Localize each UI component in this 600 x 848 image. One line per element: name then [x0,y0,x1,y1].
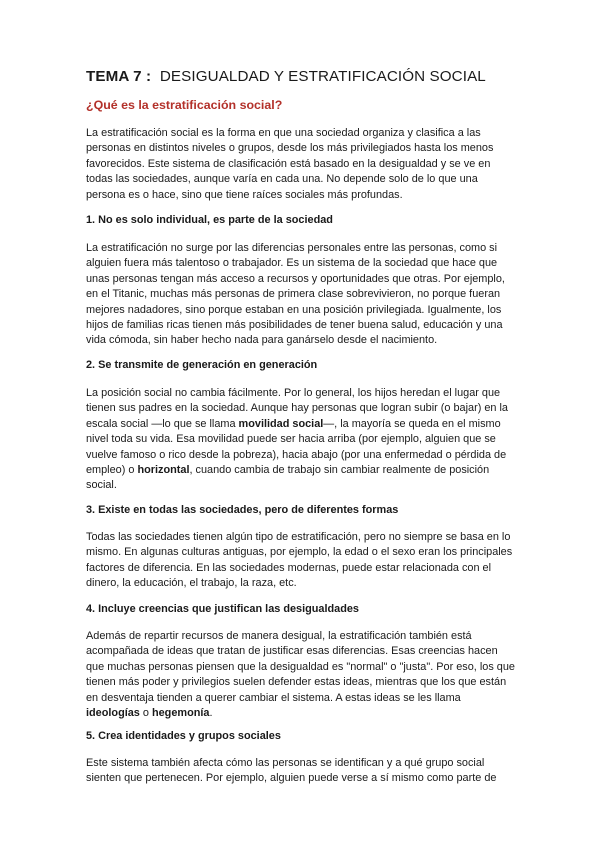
section-1-heading: 1. No es solo individual, es parte de la sociedad [86,214,333,226]
section-5-paragraph: Este sistema también afecta cómo las personas se identifican y a qué grupo social sienten que pertenecen. Por ejemplo, alguien puede verse a sí mismo como parte de [86,757,497,785]
term-movilidad-social: movilidad social [238,417,324,430]
page-title [86,68,486,85]
intro-paragraph: La estratificación social es la forma en que una sociedad organiza y clasifica a las personas en distintos niveles o grupos, desde los más privilegiados hasta los menos favorecidos. Este sistema de clasificación está basado en la desigualdad y se ve en todas las sociedades, aunque varía en cada una. No depende solo de lo que una persona es o hace, sino que tiene raíces sociales más profundas. [86,127,494,201]
section-4-heading: 4. Incluye creencias que justifican las desigualdades [86,603,359,615]
section-2-paragraph: La posición social no cambia fácilmente. Por lo general, los hijos heredan el lugar que tienen sus padres en la sociedad. Aunque hay personas que logran subir (o bajar) en la escala social —lo que se llama movilidad social—, la mayoría se queda en el mismo nivel toda su vida. Esa movilidad puede ser hacia arriba (por ejemplo, alguien que se vuelve famoso o rico desde la pobreza), hacia abajo (por una enfermedad o pérdida de empleo) o horizontal, cuando cambia de trabajo sin cambiar realmente de posición social. [86,387,508,492]
subtitle: ¿Qué es la estratificación social? [86,98,283,112]
term-ideologias: ideologías [86,707,140,720]
title-number: TEMA 7 : [86,68,152,85]
section-2-heading: 2. Se transmite de generación en generación [86,359,318,371]
section-5-heading: 5. Crea identidades y grupos sociales [86,730,281,742]
section-3-paragraph: Todas las sociedades tienen algún tipo de estratificación, pero no siempre se basa en lo mismo. En algunas culturas antiguas, por ejemplo, la edad o el sexo eran los principales factores de diferencia. En las sociedades modernas, puede estar relacionada con el dinero, la educación, el trabajo, la raza, etc. [86,531,513,590]
term-hegemonia: hegemonía [151,707,210,720]
title-text: DESIGUALDAD Y ESTRATIFICACIÓN SOCIAL [159,68,486,85]
section-1-paragraph: La estratificación no surge por las diferencias personales entre las personas, como si alguien fuera más talentoso o trabajador. Es un sistema de la sociedad que hace que unas personas tengan más acceso a recursos y oportunidades que otras. Por ejemplo, en el Titanic, muchas más personas de primera clase sobrevivieron, no porque fueran mejores nadadores, sino porque estaban en una posición privilegiada. Igualmente, los hijos de familias ricas tienen más posibilidades de tener buena salud, educación y una vida cómoda, sin haber hecho nada para ganárselo desde el nacimiento. [86,242,505,347]
section-4-paragraph: Además de repartir recursos de manera desigual, la estratificación también está acompañada de ideas que tratan de justificar esas diferencias. Esas creencias hacen que muchas personas piensen que la desigualdad es "normal" o "justa". Por eso, los que tienen más poder y privilegios suelen defender estas ideas, mientras que los que están en desventaja tienden a querer cambiar el sistema. A estas ideas se les llama ideologías o hegemonía. [86,630,515,720]
section-3-heading: 3. Existe en todas las sociedades, pero de diferentes formas [86,504,399,516]
term-horizontal: horizontal [137,464,190,477]
